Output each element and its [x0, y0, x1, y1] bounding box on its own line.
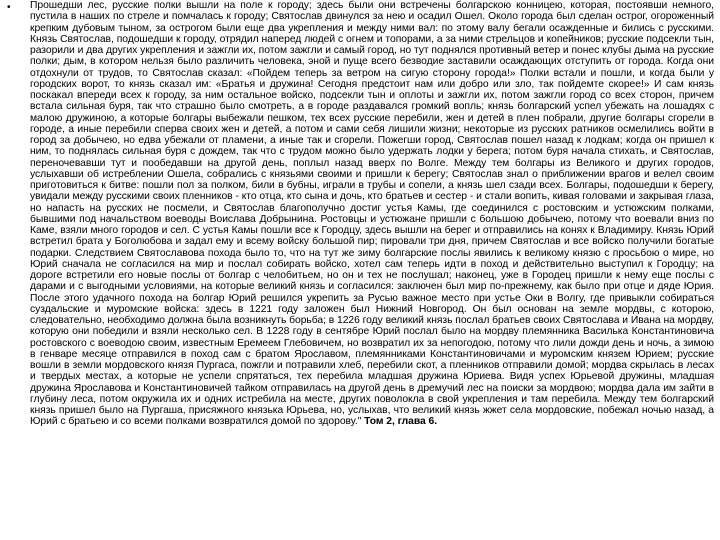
list-bullet: •: [7, 2, 11, 13]
paragraph-text: Прошедши лес, русские полки вышли на поле к городу; здесь были они встречены болгарскою конницею, которая, постоявши немного, пустила в наших по стреле и помчалась к городу; Святослав двинулся за нею и осадил Ошел. Около города был сделан острог, огороженный крепким дубовым тыном, за острогом были еще два укрепления и между ними вал: по этому валу бегали осажденные и бились с русскими. Князь Святослав, подошедши к городу, отрядил наперед людей с огнем и топорами, а за ними стрельцов и копейников; русские подсекли тын, разорили и два других укрепления и зажгли их, потом зажгли и самый город, но тут поднялся противный ветер и понес клубы дыма на русские полки; дым, в котором нельзя было различить человека, эной и пуще всего безводие заставили осаждающих отступить от города. Когда они отдохнули от трудов, то Святослав сказал: «Пойдем теперь за ветром на сигую сторону города!» Полки встали и пошли, и когда были у городских ворот, то князь сказал им: «Братья и дружина! Сегодня предстоит нам или добро или зло, так пойдемте скорее!» И сам князь поскакал впереди всех к городу, за ним остальное войско, подсекли тын и оплоты и зажгли их, потом зажгли город со всех сторон, причем встала сильная буря, так что страшно было смотреть, а в городе раздавался громкий вопль; князь болгарский успел убежать на лошадях с малою дружиною, а которые болгары выбежали пешком, тех всех русские перебили, жен и детей в плен побрали, другие болгары сгорели в городе, а иные перебили сперва своих жен и детей, а потом и сами себя лишили жизни; некоторые из русских ратников осмелились войти в город за добычею, но едва убежали от пламени, а иные так и сгорели. Пожегши город, Святослав пошел назад к лодкам; когда он пришел к ним, то поднялась сильная буря с дождем, так что с трудом можно было удержать лодки у берега; потом буря начала стихать, и Святослав, переночевавши тут и пообедавши на другой день, поплыл назад вверх по Волге. Между тем болгары из Великого и других городов, услыхавши об истреблении Ошела, собрались с князьями своими и пришли к берегу; Святослав знал о приближении врагов и велел своим приготовиться к битве: пошли пол за полком, били в бубны, играли в трубы и сопели, а князь шел сзади всех. Болгары, подошедши к берегу, увидали между русскими своих пленников - кто отца, кто сына и дочь, кто братьев и сестер - и стали вопить, кивая головами и закрывая глаза, но напасть на русских не посмели, и Святослав благополучно достиг устья Камы, где соединился с ростовским и устюжским полками, бывшими под начальством воеводы Воислава Добрынина. Ростовцы и устюжане пришли с большою добычею, потому что воевали вниз по Каме, взяли много городов и сел. С устья Камы пошли все к Городцу, здесь вышли на берег и отправились на конях к Владимиру. Князь Юрий встретил брата у Боголюбова и задал ему и всему войску большой пир; пировали три дня, причем Святослав и все войско получили богатые подарки. Следствием Святославова похода было то, что на тут же зиму болгарские послы явились к великому князю с просьбою о мире, но Юрий сначала не согласился на мир и послал собирать войско, хотел сам теперь идти в поход и действительно выступил к Городцу; на дороге встретили его новые послы от болгар с челобитьем, но он и тех не послушал; наконец, уже в Городец пришли к нему еще послы с дарами и с выгодными условиями, на которые великий князь и согласился: заключен был мир по-прежнему, как было при отце и дяде Юрия. После этого удачного похода на болгар Юрий решился укрепить за Русью важное место при устье Оки в Волгу, где привыкли собираться суздальские и муромские войска: здесь в 1221 году заложен был Нижний Новгород. Он был основан на земле мордвы, с которою, следовательно, необходимо должна была возникнуть борьба; в 1226 году великий князь послал братьев своих Святослава и Ивана на мордву, которую они победили и взяли несколько сел. В 1228 году в сентябре Юрий послал было на мордву племянника Василька Константиновича ростовского с воеводою своим, известным Еремеем Глебовичем, но возвратил их за непогодою, потому что лили дожди день и ночь, а зимою в генваре месяце отправился в поход сам с братом Ярославом, племянниками Константиновичами и муромским князем Юрием; русские вошли в земли мордовского князя Пургаса, пожгли и потравили хлеб, перебили скот, а пленников отправили домой; мордва скрылась в лесах и твердых местах, а которые не успели спрятаться, тех перебила младшая дружина Юриева. Видя успех Юрьевой дружины, младшая дружина Ярославова и Константиновичей тайком отправилась на другой день в дремучий лес на поиски за мордвою; мордва дала им зайти в глубину леса, потом окружила их и одних истребила на месте, других поволокла в свой укрепления и там перебила. Между тем болгарский князь пришел было на Пургаша, присяжного князька Юрьева, но, услыхав, что великий князь жжет села мордовские, побежал ночью назад, а Юрий с братьею и со всеми полками возвратился домой по здорову.": [30, 0, 714, 428]
body-paragraph: [30, 0, 714, 538]
source-reference: Том 2, глава 6.: [364, 416, 438, 428]
